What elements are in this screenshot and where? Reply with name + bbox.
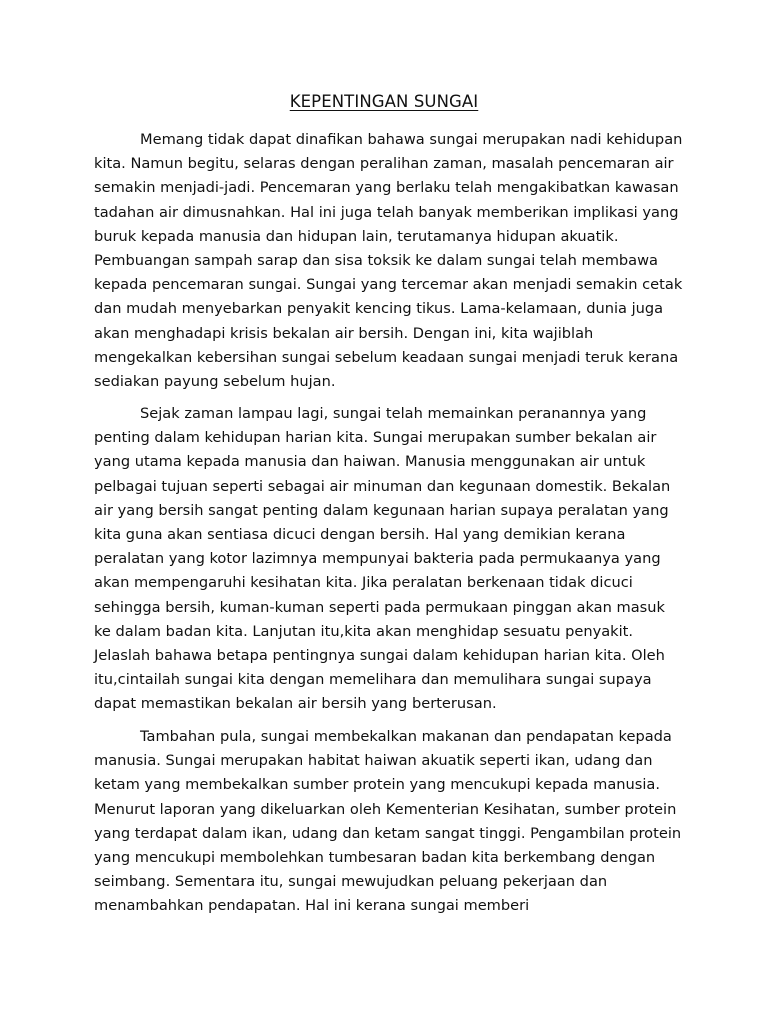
paragraph-2: Sejak zaman lampau lagi, sungai telah memainkan peranannya yang penting dalam kehidupan harian kita. Sungai merupakan sumber bekalan air yang utama kepada manusia dan haiwan. Manusia menggunakan air untuk pelbagai tujuan seperti sebagai air minuman dan kegunaan domestik. Bekalan air yang bersih sangat penting dalam kegunaan harian supaya peralatan yang kita guna akan sentiasa dicuci dengan bersih. Hal yang demikian kerana peralatan yang kotor lazimnya mempunyai bakteria pada permukaanya yang akan mempengaruhi kesihatan kita. Jika peralatan berkenaan tidak dicuci sehingga bersih, kuman-kuman seperti pada permukaan pinggan akan masuk ke dalam badan kita. Lanjutan itu,kita akan menghidap sesuatu penyakit. Jelaslah bahawa betapa pentingnya sungai dalam kehidupan harian kita. Oleh itu,cintailah sungai kita dengan memelihara dan memulihara sungai supaya dapat memastikan bekalan air bersih yang berterusan. — [94, 405, 671, 713]
paragraph-3: Tambahan pula, sungai membekalkan makanan dan pendapatan kepada manusia. Sungai merupakan habitat haiwan akuatik seperti ikan, udang dan ketam yang membekalkan sumber protein yang mencukupi kepada manusia. Menurut laporan yang dikeluarkan oleh Kementerian Kesihatan, sumber protein yang terdapat dalam ikan, udang dan ketam sangat tinggi. Pengambilan protein yang mencukupi membolehkan tumbesaran badan kita berkembang dengan seimbang. Sementara itu, sungai mewujudkan peluang pekerjaan dan menambahkan pendapatan. Hal ini kerana sungai memberi — [94, 728, 682, 915]
document-title: KEPENTINGAN SUNGAI — [289, 92, 479, 111]
paragraph-1: Memang tidak dapat dinafikan bahawa sungai merupakan nadi kehidupan kita. Namun begitu, selaras dengan peralihan zaman, masalah pencemaran air semakin menjadi-jadi. Pencemaran yang berlaku telah mengakibatkan kawasan tadahan air dimusnahkan. Hal ini juga telah banyak memberikan implikasi yang buruk kepada manusia dan hidupan lain, terutamanya hidupan akuatik. Pembuangan sampah sarap dan sisa toksik ke dalam sungai telah membawa kepada pencemaran sungai. Sungai yang tercemar akan menjadi semakin cetak dan mudah menyebarkan penyakit kencing tikus. Lama-kelamaan, dunia juga akan menghadapi krisis bekalan air bersih. Dengan ini, kita wajiblah mengekalkan kebersihan sungai sebelum keadaan sungai menjadi teruk kerana sediakan payung sebelum hujan. — [94, 131, 683, 391]
